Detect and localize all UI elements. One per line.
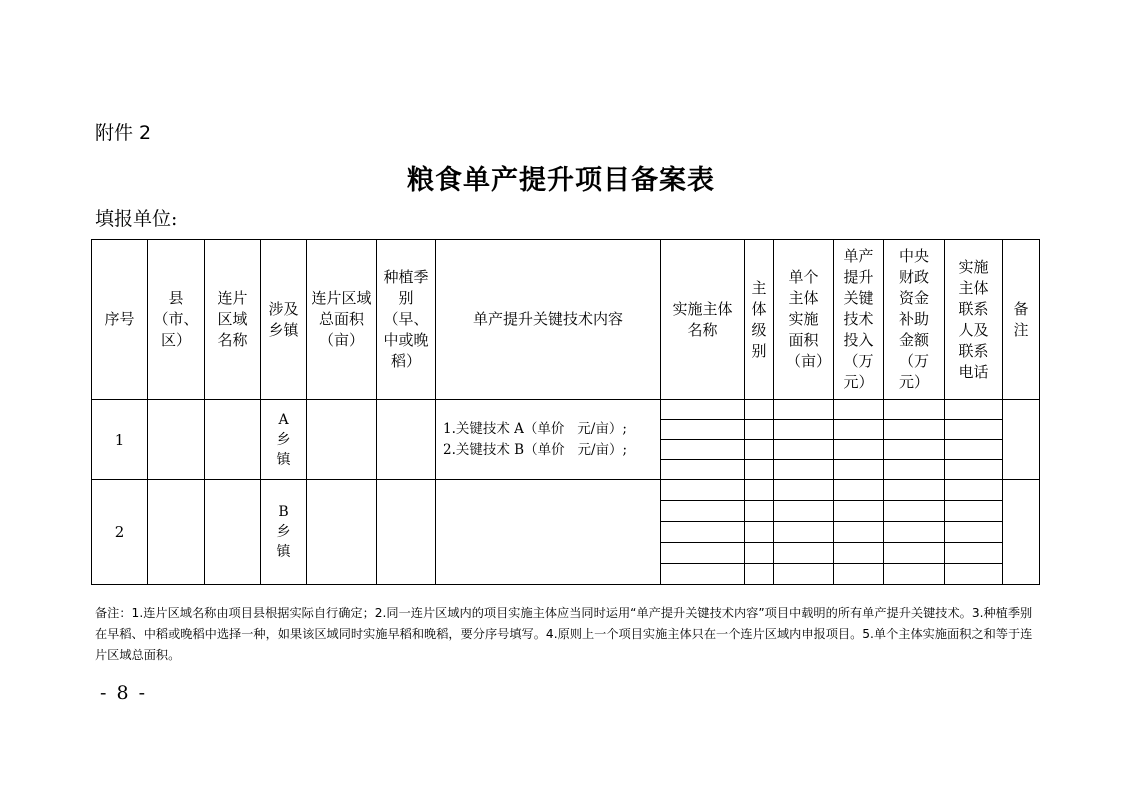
investment-cell bbox=[834, 501, 884, 522]
town-cell: A 乡镇 bbox=[261, 400, 307, 480]
header-entity-area: 单个主体实施面积（亩） bbox=[774, 240, 834, 400]
header-season: 种植季别（早、中或晚稻） bbox=[377, 240, 436, 400]
tech-content-cell bbox=[436, 400, 661, 480]
header-area-name: 连片区域名称 bbox=[205, 240, 261, 400]
investment-cell bbox=[834, 543, 884, 564]
entity-name-cell bbox=[661, 400, 745, 420]
entity-area-cell bbox=[774, 440, 834, 460]
entity-level-cell bbox=[745, 460, 774, 480]
contact-cell bbox=[945, 440, 1003, 460]
county-cell bbox=[148, 400, 205, 480]
entity-level-cell bbox=[745, 543, 774, 564]
entity-area-cell bbox=[774, 460, 834, 480]
entity-level-cell bbox=[745, 564, 774, 585]
area-total-cell bbox=[307, 480, 377, 585]
entity-area-cell bbox=[774, 420, 834, 440]
town-cell: B 乡镇 bbox=[261, 480, 307, 585]
contact-cell bbox=[945, 460, 1003, 480]
subsidy-cell bbox=[884, 400, 945, 420]
header-seq: 序号 bbox=[92, 240, 148, 400]
fill-unit-label: 填报单位: bbox=[95, 208, 178, 230]
header-county: 县（市、区） bbox=[148, 240, 205, 400]
investment-cell bbox=[834, 460, 884, 480]
entity-name-cell bbox=[661, 440, 745, 460]
entity-area-cell bbox=[774, 564, 834, 585]
entity-area-cell bbox=[774, 501, 834, 522]
tech-content-cell bbox=[436, 480, 661, 585]
subsidy-cell bbox=[884, 480, 945, 501]
contact-cell bbox=[945, 480, 1003, 501]
subsidy-cell bbox=[884, 460, 945, 480]
entity-name-cell bbox=[661, 480, 745, 501]
row-seq: 2 bbox=[92, 480, 148, 585]
header-entity-name: 实施主体名称 bbox=[661, 240, 745, 400]
subsidy-cell bbox=[884, 440, 945, 460]
contact-cell bbox=[945, 522, 1003, 543]
entity-area-cell bbox=[774, 543, 834, 564]
header-entity-level: 主体级别 bbox=[745, 240, 774, 400]
header-area-total: 连片区域总面积（亩） bbox=[307, 240, 377, 400]
subsidy-cell bbox=[884, 564, 945, 585]
header-contact: 实施主体联系人及联系电话 bbox=[945, 240, 1003, 400]
entity-level-cell bbox=[745, 522, 774, 543]
entity-level-cell bbox=[745, 400, 774, 420]
row-seq: 1 bbox=[92, 400, 148, 480]
season-cell bbox=[377, 400, 436, 480]
entity-name-cell bbox=[661, 460, 745, 480]
entity-name-cell bbox=[661, 522, 745, 543]
remark-cell bbox=[1003, 400, 1040, 480]
investment-cell bbox=[834, 522, 884, 543]
page-number: - 8 - bbox=[100, 682, 148, 704]
contact-cell bbox=[945, 501, 1003, 522]
header-row bbox=[92, 240, 1040, 400]
investment-cell bbox=[834, 420, 884, 440]
contact-cell bbox=[945, 400, 1003, 420]
filing-table bbox=[91, 239, 1040, 585]
entity-level-cell bbox=[745, 501, 774, 522]
investment-cell bbox=[834, 564, 884, 585]
entity-level-cell bbox=[745, 440, 774, 460]
investment-cell bbox=[834, 400, 884, 420]
header-towns: 涉及乡镇 bbox=[261, 240, 307, 400]
annex-label: 附件 2 bbox=[95, 122, 152, 144]
contact-cell bbox=[945, 564, 1003, 585]
season-cell bbox=[377, 480, 436, 585]
entity-level-cell bbox=[745, 480, 774, 501]
subsidy-cell bbox=[884, 501, 945, 522]
header-tech-content: 单产提升关键技术内容 bbox=[436, 240, 661, 400]
form-title: 粮食单产提升项目备案表 bbox=[407, 165, 715, 196]
area-name-cell bbox=[205, 400, 261, 480]
entity-level-cell bbox=[745, 420, 774, 440]
tech-line: 1.关键技术 A（单价 元/亩）; bbox=[443, 420, 627, 437]
table-row bbox=[92, 480, 1040, 501]
entity-name-cell bbox=[661, 543, 745, 564]
entity-name-cell bbox=[661, 420, 745, 440]
entity-area-cell bbox=[774, 480, 834, 501]
subsidy-cell bbox=[884, 420, 945, 440]
header-subsidy: 中央财政资金补助金额（万元） bbox=[884, 240, 945, 400]
county-cell bbox=[148, 480, 205, 585]
contact-cell bbox=[945, 420, 1003, 440]
area-total-cell bbox=[307, 400, 377, 480]
entity-area-cell bbox=[774, 522, 834, 543]
footnote: 备注：1.连片区域名称由项目县根据实际自行确定；2.同一连片区域内的项目实施主体应当同时运用“单产提升关键技术内容”项目中载明的所有单产提升关键技术。3.种植季别在早稻、中稻或晚稻中选择一种，如果该区域同时实施早稻和晚稻，要分序号填写。4.原则上一个项目实施主体只在一个连片区域内申报项目。5.单个主体实施面积之和等于连片区域总面积。 bbox=[95, 606, 1033, 662]
investment-cell bbox=[834, 440, 884, 460]
tech-line: 2.关键技术 B（单价 元/亩）; bbox=[443, 441, 628, 458]
subsidy-cell bbox=[884, 543, 945, 564]
entity-name-cell bbox=[661, 564, 745, 585]
investment-cell bbox=[834, 480, 884, 501]
remark-cell bbox=[1003, 480, 1040, 585]
area-name-cell bbox=[205, 480, 261, 585]
header-investment: 单产提升关键技术投入（万元） bbox=[834, 240, 884, 400]
entity-name-cell bbox=[661, 501, 745, 522]
contact-cell bbox=[945, 543, 1003, 564]
subsidy-cell bbox=[884, 522, 945, 543]
header-remark: 备注 bbox=[1003, 240, 1040, 400]
entity-area-cell bbox=[774, 400, 834, 420]
